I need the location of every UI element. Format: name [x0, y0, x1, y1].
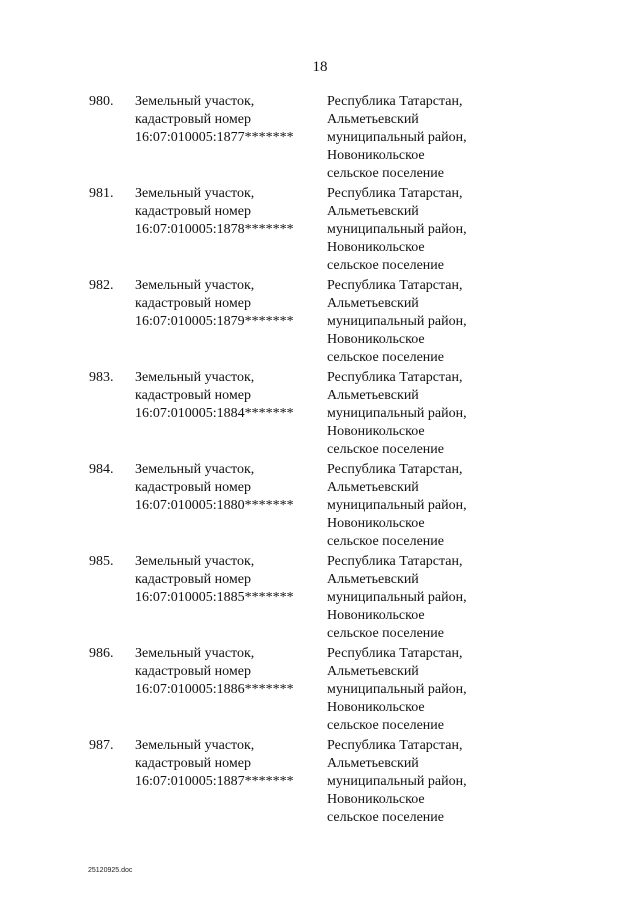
entry-location: [327, 737, 527, 827]
entry-location: [327, 461, 527, 551]
entry-location-line: Республика Татарстан,: [327, 186, 463, 201]
entry-description-line: Земельный участок,: [135, 646, 255, 661]
entry-location-line: сельское поселение: [327, 442, 444, 457]
entry-location-line: сельское поселение: [327, 718, 444, 733]
entry-description: [135, 277, 320, 331]
entry-description-line: 16:07:010005:1885*******: [135, 590, 294, 605]
entry-location-line: Альметьевский: [327, 480, 419, 495]
entry-location-line: Республика Татарстан,: [327, 646, 463, 661]
entry-location-line: муниципальный район,: [327, 222, 467, 237]
entry-description-line: кадастровый номер: [135, 756, 251, 771]
entry-location: [327, 553, 527, 643]
entry-location-line: сельское поселение: [327, 534, 444, 549]
entry-description: [135, 645, 320, 699]
entry-location: [327, 369, 527, 459]
list-item: [0, 185, 640, 277]
entry-description-line: Земельный участок,: [135, 370, 255, 385]
entry-description-line: 16:07:010005:1880*******: [135, 498, 294, 513]
entry-location-line: Альметьевский: [327, 112, 419, 127]
list-item: [0, 277, 640, 369]
entry-location-line: Новоникольское: [327, 516, 425, 531]
entry-description: [135, 737, 320, 791]
entry-location-line: Новоникольское: [327, 608, 425, 623]
entry-location-line: Новоникольское: [327, 148, 425, 163]
entry-location-line: Республика Татарстан,: [327, 370, 463, 385]
entry-description-line: 16:07:010005:1884*******: [135, 406, 294, 421]
entry-description-line: Земельный участок,: [135, 186, 255, 201]
entry-location-line: Республика Татарстан,: [327, 738, 463, 753]
entry-location-line: сельское поселение: [327, 258, 444, 273]
entry-location-line: сельское поселение: [327, 626, 444, 641]
entry-location-line: Новоникольское: [327, 240, 425, 255]
entry-description-line: 16:07:010005:1877*******: [135, 130, 294, 145]
entry-description: [135, 93, 320, 147]
list-item: [0, 553, 640, 645]
entry-location-line: муниципальный район,: [327, 130, 467, 145]
entry-description: [135, 185, 320, 239]
entry-location-line: Новоникольское: [327, 792, 425, 807]
list-item: [0, 737, 640, 829]
entry-location-line: Новоникольское: [327, 700, 425, 715]
entry-location-line: Республика Татарстан,: [327, 278, 463, 293]
entry-location-line: сельское поселение: [327, 166, 444, 181]
entry-location-line: муниципальный район,: [327, 590, 467, 605]
entry-location: [327, 645, 527, 735]
entry-description-line: Земельный участок,: [135, 94, 255, 109]
entry-location-line: Альметьевский: [327, 296, 419, 311]
entry-description-line: Земельный участок,: [135, 462, 255, 477]
entry-location-line: Альметьевский: [327, 204, 419, 219]
entry-location-line: Республика Татарстан,: [327, 462, 463, 477]
entry-number: 982.: [89, 278, 114, 293]
entry-description-line: Земельный участок,: [135, 738, 255, 753]
entry-location-line: Альметьевский: [327, 756, 419, 771]
entry-description-line: 16:07:010005:1886*******: [135, 682, 294, 697]
entry-number: 980.: [89, 94, 114, 109]
entry-location: [327, 277, 527, 367]
entry-location-line: Альметьевский: [327, 572, 419, 587]
entry-location-line: муниципальный район,: [327, 774, 467, 789]
list-item: [0, 369, 640, 461]
list-item: [0, 93, 640, 185]
entry-number: 985.: [89, 554, 114, 569]
entry-description-line: 16:07:010005:1879*******: [135, 314, 294, 329]
entry-description-line: кадастровый номер: [135, 388, 251, 403]
entry-location-line: Новоникольское: [327, 424, 425, 439]
entry-location-line: муниципальный район,: [327, 682, 467, 697]
entry-location: [327, 93, 527, 183]
entry-description-line: кадастровый номер: [135, 296, 251, 311]
entry-location-line: Республика Татарстан,: [327, 94, 463, 109]
entry-number: 981.: [89, 186, 114, 201]
entry-description-line: кадастровый номер: [135, 112, 251, 127]
entry-number: 983.: [89, 370, 114, 385]
entry-location-line: Республика Татарстан,: [327, 554, 463, 569]
entry-location-line: муниципальный район,: [327, 406, 467, 421]
entry-location-line: Новоникольское: [327, 332, 425, 347]
list-item: [0, 645, 640, 737]
entry-description-line: Земельный участок,: [135, 278, 255, 293]
entry-location-line: муниципальный район,: [327, 314, 467, 329]
entry-description: [135, 369, 320, 423]
entry-description-line: кадастровый номер: [135, 480, 251, 495]
entry-description-line: кадастровый номер: [135, 664, 251, 679]
entry-location-line: Альметьевский: [327, 388, 419, 403]
entry-description-line: 16:07:010005:1887*******: [135, 774, 294, 789]
entry-number: 987.: [89, 738, 114, 753]
list-item: [0, 461, 640, 553]
entry-description: [135, 461, 320, 515]
entry-description-line: Земельный участок,: [135, 554, 255, 569]
page-number: 18: [312, 59, 328, 75]
entry-number: 986.: [89, 646, 114, 661]
entry-location: [327, 185, 527, 275]
entry-number: 984.: [89, 462, 114, 477]
entry-description-line: кадастровый номер: [135, 572, 251, 587]
entry-location-line: сельское поселение: [327, 350, 444, 365]
entry-description-line: 16:07:010005:1878*******: [135, 222, 294, 237]
entry-description-line: кадастровый номер: [135, 204, 251, 219]
entry-location-line: сельское поселение: [327, 810, 444, 825]
entry-location-line: Альметьевский: [327, 664, 419, 679]
entry-description: [135, 553, 320, 607]
entry-location-line: муниципальный район,: [327, 498, 467, 513]
footer-filename: 25120925.doc: [88, 867, 133, 874]
